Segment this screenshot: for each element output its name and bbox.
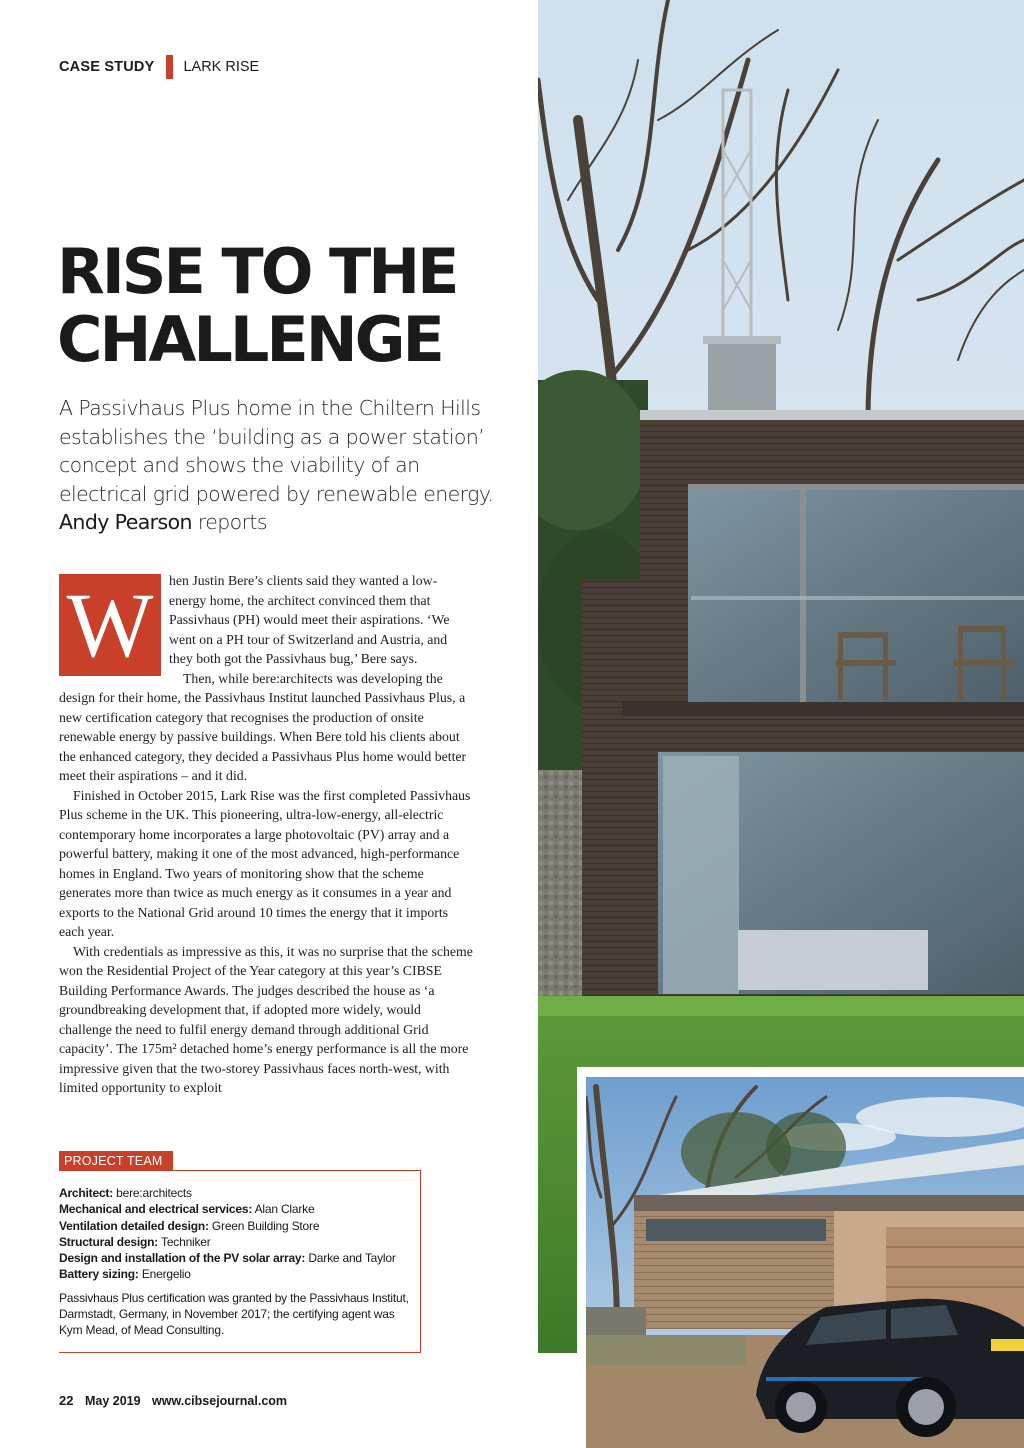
headline-line-2: CHALLENGE	[57, 303, 442, 376]
project-team-title: PROJECT TEAM	[59, 1151, 173, 1171]
team-name: Green Building Store	[211, 1218, 320, 1233]
body-paragraph	[59, 571, 474, 676]
team-member	[59, 1266, 412, 1282]
team-name: Energelio	[141, 1267, 191, 1282]
page-number: 22	[59, 1393, 74, 1408]
page-footer	[59, 1393, 287, 1408]
team-role: Mechanical and electrical services:	[59, 1202, 253, 1217]
team-role: Battery sizing:	[59, 1267, 139, 1282]
team-name: Darke and Taylor	[308, 1251, 396, 1266]
byline-suffix: reports	[191, 510, 267, 534]
author-name: Andy Pearson	[59, 510, 192, 534]
team-role: Design and installation of the PV solar array:	[59, 1251, 306, 1266]
paragraph-text: hen Justin Bere’s clients said they wanted a low-energy home, the architect convinced them that Passivhaus (PH) would meet their aspirations. ‘We went on a PH tour of Switzerland and Austria, and they both got the Passivhaus bug,’ Bere says.	[169, 573, 450, 666]
team-name: bere:architects	[116, 1186, 192, 1200]
team-role: Structural design:	[59, 1234, 159, 1249]
house-with-car-photo	[586, 1077, 1024, 1448]
certification-note: Passivhaus Plus certification was granted by the Passivhaus Institut, Darmstadt, Germany, in November 2017; the certifying agent was Kym Mead, of Mead Consulting.	[59, 1290, 409, 1338]
team-name: Techniker	[161, 1234, 211, 1249]
section-kicker	[59, 56, 259, 78]
team-member	[59, 1250, 412, 1266]
house-with-car-photo-frame	[577, 1067, 1024, 1448]
team-member	[59, 1201, 412, 1217]
project-team-box	[59, 1170, 421, 1353]
headline	[57, 235, 497, 376]
article-body	[59, 571, 474, 1098]
team-member	[59, 1234, 412, 1250]
team-member	[59, 1218, 412, 1234]
section-label: CASE STUDY	[59, 59, 155, 75]
body-paragraph: Then, while bere:architects was developing the design for their home, the Passivhaus Institut launched Passivhaus Plus, a new certification category that recognises the production of onsite renewable energy by passive buildings. When Bere told his clients about the enhanced category, they decided a Passivhaus Plus home would better meet their aspirations – and it did.	[59, 670, 467, 783]
body-paragraph: Finished in October 2015, Lark Rise was the first completed Passivhaus Plus scheme in the UK. This pioneering, ultra-low-energy, all-electric contemporary home incorporates a large photovoltaic (PV) array and a powerful battery, making it one of the most advanced, high-performance homes in England. Two years of monitoring show that the scheme generates more than twice as much energy as it consumes in a year and exports to the National Grid around 10 times the energy that it imports each year.	[59, 787, 471, 939]
drop-cap: W	[59, 574, 161, 676]
team-name: Alan Clarke	[254, 1202, 315, 1217]
team-role: Architect:	[59, 1186, 114, 1200]
issue-date: May 2019	[84, 1394, 141, 1408]
subsection-label: LARK RISE	[183, 59, 260, 75]
team-role: Ventilation detailed design:	[59, 1218, 209, 1233]
headline-line-1: RISE TO THE	[57, 235, 457, 308]
body-paragraph: With credentials as impressive as this, it was no surprise that the scheme won the Residential Project of the Year category at this year’s CIBSE Building Performance Awards. The judges described the house as ‘a groundbreaking development that, if adopted more widely, would challenge the need to fulfil energy demand through additional Grid capacity’. The 175m² detached home’s energy performance is all the more impressive given that the two-storey Passivhaus faces north-west, with limited opportunity to exploit	[59, 943, 473, 1095]
standfirst	[59, 394, 509, 537]
standfirst-text: A Passivhaus Plus home in the Chiltern Hills establishes the ‘building as a power station’ concept and shows the viability of an electrical grid powered by renewable energy.	[59, 396, 494, 506]
team-member	[59, 1185, 412, 1201]
website-url: www.cibsejournal.com	[152, 1394, 288, 1408]
kicker-divider	[166, 55, 173, 79]
